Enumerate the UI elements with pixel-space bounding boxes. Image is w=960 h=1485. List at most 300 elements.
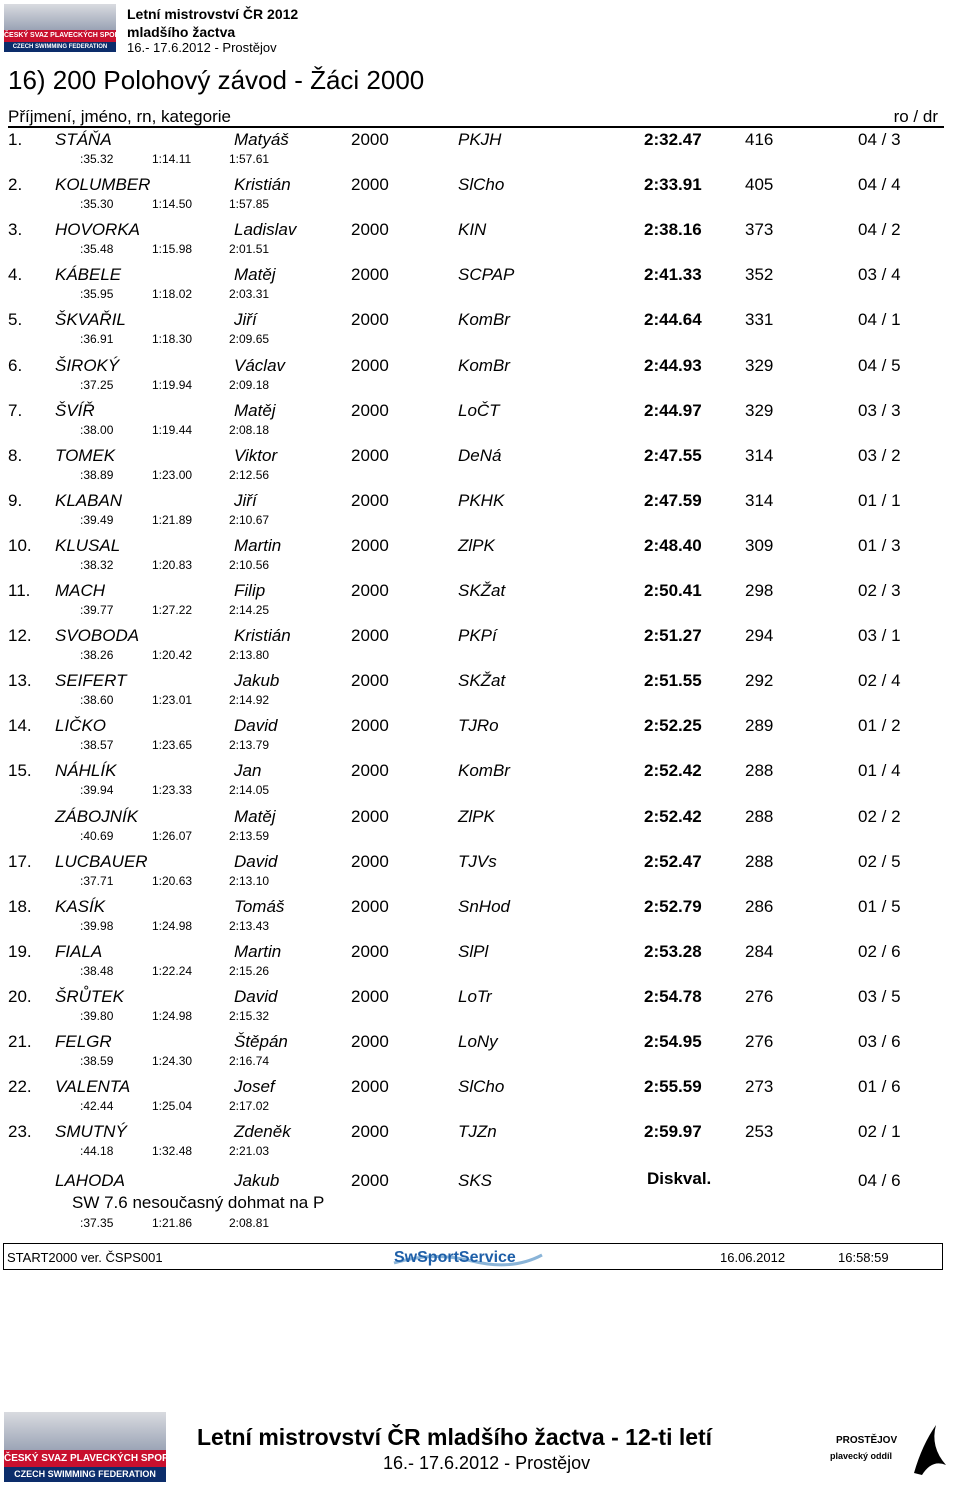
split-50: :35.30 [80,197,114,212]
position: 17. [8,851,32,871]
swimmer-firstname: Jiří [234,490,257,510]
club: SKŽat [458,581,506,600]
swimmer-surname: FELGR [55,1032,112,1051]
split-100: 1:20.63 [152,873,193,888]
split-50: :42.44 [80,1099,114,1114]
split-150: 2:12.56 [229,467,270,482]
swimmer-firstname: Matěj [234,400,276,420]
birth-year: 2000 [351,355,389,375]
birth-year: 2000 [351,581,389,600]
heat-lane: 04 / 2 [858,220,901,240]
final-time: 2:50.41 [644,581,702,600]
dq-reason: SW 7.6 nesoučasný dohmat na P [72,1193,325,1212]
result-row [0,1121,960,1166]
swimmer-firstname: Martin [234,941,282,961]
club: PKPí [458,626,497,646]
fina-points: 405 [745,175,774,195]
fina-points: 284 [745,941,774,961]
result-row [0,400,960,445]
position: 2. [8,175,23,195]
swimmer-firstname: Viktor [234,445,278,465]
swimmer-surname: SEIFERT [55,671,127,691]
birth-year: 2000 [351,1032,389,1051]
club: DeNá [458,445,502,465]
print-time: 16:58:59 [838,1250,889,1265]
position: 20. [8,986,32,1006]
final-time: 2:52.42 [644,806,702,826]
split-50: :39.80 [80,1008,114,1023]
fina-points: 329 [745,400,774,420]
position: 10. [8,535,32,555]
swimmer-surname: HOVORKA [55,220,141,240]
heat-lane: 02 / 3 [858,581,901,600]
position: 8. [8,445,23,465]
position: 19. [8,941,32,961]
banner-title: Letní mistrovství ČR mladšího žactva - 12-ti letí [197,1424,713,1450]
fina-points: 288 [745,806,774,826]
split-150: 2:15.32 [229,1008,270,1023]
swimmer-firstname: David [234,986,278,1006]
split-150: 2:14.25 [229,603,270,617]
swimmer-firstname: Martin [234,535,282,555]
result-row [0,941,960,986]
swimmer-firstname: Filip [234,581,266,600]
federation-logo-bottom-text-en: CZECH SWIMMING FEDERATION [4,1467,166,1482]
split-50: :38.59 [80,1054,114,1068]
swimmer-firstname: David [234,851,278,871]
result-row [0,580,960,625]
split-150: 2:15.26 [229,963,270,978]
swimmer-surname: LAHODA [55,1171,125,1190]
championship-date: 16.- 17.6.2012 - Prostějov [127,40,277,55]
federation-logo-bottom-text: ČESKÝ SVAZ PLAVECKÝCH SPORTŮ [4,1450,166,1467]
swimmer-surname: SMUTNÝ [55,1122,127,1142]
federation-logo-text-en: CZECH SWIMMING FEDERATION [4,42,116,52]
result-row [0,670,960,715]
birth-year: 2000 [351,265,389,285]
final-time: 2:55.59 [644,1077,702,1097]
result-row [0,264,960,309]
split-150: 1:57.85 [229,197,270,212]
club: SlCho [458,1077,505,1097]
heat-lane: 02 / 1 [858,1122,901,1142]
club: LoČT [458,400,500,420]
swimmer-firstname: Kristián [234,175,291,195]
swimmer-firstname: Štěpán [234,1032,288,1051]
split-100: 1:18.02 [152,287,193,302]
split-150: 2:13.43 [229,918,270,933]
split-150: 2:13.59 [229,828,270,843]
swimmer-surname: KÁBELE [55,265,122,285]
prostejov-logo-sub: plavecký oddíl [830,1451,893,1461]
result-row [0,715,960,760]
split-50: :40.69 [80,828,114,843]
final-time: 2:47.59 [644,490,702,510]
club: PKHK [458,490,505,510]
final-time: 2:38.16 [644,220,702,240]
split-150: 1:57.61 [229,152,270,166]
swimmer-surname: NÁHLÍK [55,761,117,781]
split-50: :35.48 [80,242,114,257]
position: 11. [8,581,31,600]
split-50: :39.49 [80,512,114,527]
heat-lane: 02 / 2 [858,806,901,826]
split-100: 1:23.00 [152,467,193,482]
swimmer-firstname: Jakub [234,671,280,691]
split-50: :39.98 [80,918,114,933]
split-50: :35.32 [80,152,114,166]
final-time: 2:32.47 [644,130,702,149]
heat-lane: 04 / 4 [858,175,901,195]
split-100: 1:21.89 [152,512,193,527]
swimmer-surname: LIČKO [55,716,107,736]
split-50: :44.18 [80,1144,114,1159]
birth-year: 2000 [351,1077,389,1097]
heat-lane: 02 / 4 [858,671,901,691]
footer-bar [3,1243,943,1270]
position: 12. [8,626,32,646]
championship-title: Letní mistrovství ČR 2012 [127,6,299,22]
club: PKJH [458,130,502,149]
club: ZlPK [458,806,495,826]
birth-year: 2000 [351,716,389,736]
split-50: :38.26 [80,648,114,663]
result-row [0,625,960,670]
club: KomBr [458,310,510,330]
fina-points: 273 [745,1077,774,1097]
split-150: 2:21.03 [229,1144,270,1159]
fina-points: 276 [745,1032,774,1051]
split-100: 1:20.83 [152,557,193,572]
swimmer-firstname: Kristián [234,626,291,646]
club: LoNy [458,1032,498,1051]
heat-lane: 01 / 2 [858,716,901,736]
final-time: 2:59.97 [644,1122,702,1142]
split-150: 2:14.05 [229,783,270,798]
swimmer-surname: LUCBAUER [55,851,148,871]
split-150: 2:13.79 [229,738,270,753]
split-50: :37.25 [80,377,114,392]
club: SKŽat [458,671,506,691]
result-row [0,355,960,400]
result-row [0,129,960,174]
prostejov-logo-name: PROSTĚJOV [836,1435,898,1446]
final-time: 2:48.40 [644,535,702,555]
split-100: 1:15.98 [152,242,193,257]
birth-year: 2000 [351,986,389,1006]
swimmer-surname: ZÁBOJNÍK [55,806,139,826]
final-time: 2:54.78 [644,986,702,1006]
club: LoTr [458,986,492,1006]
split-100: 1:32.48 [152,1144,193,1159]
split-150: 2:10.56 [229,557,270,572]
split-150: 2:08.81 [229,1216,270,1230]
club: SlCho [458,175,505,195]
split-50: :37.71 [80,873,114,888]
split-150: 2:10.67 [229,512,270,527]
final-time: 2:44.93 [644,355,702,375]
split-50: :39.94 [80,783,114,798]
heat-lane: 01 / 3 [858,535,901,555]
result-row [0,309,960,354]
position: 6. [8,355,23,375]
result-row [0,1076,960,1121]
event-title: 16) 200 Polohový závod - Žáci 2000 [8,65,425,95]
fina-points: 314 [745,445,774,465]
final-time: 2:52.42 [644,761,702,781]
fina-points: 288 [745,761,774,781]
software-version: START2000 ver. ČSPS001 [7,1250,163,1265]
swimmer-surname: KLUSAL [55,535,121,555]
final-time: 2:44.64 [644,310,702,330]
split-100: 1:26.07 [152,828,193,843]
heat-lane: 02 / 6 [858,941,901,961]
position: 9. [8,490,23,510]
result-row [0,1031,960,1076]
split-50: :38.48 [80,963,114,978]
swimmer-surname: KLABAN [55,490,123,510]
split-50: :38.32 [80,557,114,572]
split-150: 2:17.02 [229,1099,270,1114]
position: 13. [8,671,32,691]
position: 7. [8,400,23,420]
heat-lane: 04 / 6 [858,1171,901,1190]
position: 4. [8,265,23,285]
final-time: 2:51.27 [644,626,702,646]
swimmer-firstname: David [234,716,278,736]
fina-points: 331 [745,310,774,330]
swsportservice-logo-text: SwSportService [394,1249,516,1266]
birth-year: 2000 [351,851,389,871]
position: 15. [8,761,32,781]
split-100: 1:24.30 [152,1054,193,1068]
split-100: 1:23.65 [152,738,193,753]
club: KomBr [458,761,510,781]
birth-year: 2000 [351,310,389,330]
split-150: 2:14.92 [229,693,270,708]
birth-year: 2000 [351,941,389,961]
result-row [0,760,960,805]
final-time: 2:44.97 [644,400,702,420]
final-time: 2:47.55 [644,445,702,465]
fina-points: 253 [745,1122,774,1142]
column-header-left: Příjmení, jméno, rn, kategorie [8,107,231,126]
split-50: :38.60 [80,693,114,708]
final-time: 2:41.33 [644,265,702,285]
fina-points: 286 [745,896,774,916]
split-100: 1:24.98 [152,918,193,933]
birth-year: 2000 [351,445,389,465]
heat-lane: 03 / 2 [858,445,901,465]
fina-points: 276 [745,986,774,1006]
split-100: 1:27.22 [152,603,193,617]
position: 1. [8,130,23,149]
heat-lane: 01 / 6 [858,1077,901,1097]
club: KomBr [458,355,510,375]
split-50: :36.91 [80,332,114,347]
club: ZlPK [458,535,495,555]
swimmer-firstname: Matěj [234,265,276,285]
swimmer-surname: FIALA [55,941,103,961]
column-header [8,106,944,128]
fina-points: 309 [745,535,774,555]
fina-points: 314 [745,490,774,510]
prostejov-club-logo [826,1415,954,1479]
position: 14. [8,716,32,736]
split-150: 2:09.18 [229,377,270,392]
split-150: 2:08.18 [229,422,270,437]
final-time: 2:53.28 [644,941,702,961]
swimmer-firstname: Jan [234,761,262,781]
final-time: 2:54.95 [644,1032,702,1051]
club: SCPAP [458,265,515,285]
swimmer-firstname: Ladislav [234,220,297,240]
split-100: 1:23.01 [152,693,193,708]
position: 18. [8,896,32,916]
final-time: 2:52.47 [644,851,702,871]
split-100: 1:21.86 [152,1216,193,1230]
fina-points: 288 [745,851,774,871]
split-100: 1:25.04 [152,1099,193,1114]
banner-date: 16.- 17.6.2012 - Prostějov [383,1453,591,1473]
swimmer-surname: ŠRŮTEK [55,986,124,1006]
split-150: 2:13.80 [229,648,270,663]
swimmer-surname: ŠKVAŘIL [55,310,126,330]
split-100: 1:24.98 [152,1008,193,1023]
split-150: 2:09.65 [229,332,270,347]
result-row [0,535,960,580]
club: TJZn [458,1122,497,1142]
swimmer-surname: TOMEK [55,445,116,465]
fina-points: 289 [745,716,774,736]
heat-lane: 03 / 3 [858,400,901,420]
birth-year: 2000 [351,671,389,691]
split-50: :38.57 [80,738,114,753]
birth-year: 2000 [351,761,389,781]
swimmer-firstname: Zdeněk [234,1122,291,1142]
birth-year: 2000 [351,535,389,555]
swimmer-surname: SVOBODA [55,626,140,646]
split-100: 1:14.11 [152,152,192,166]
federation-logo-bottom [4,1412,183,1482]
split-50: :35.95 [80,287,114,302]
column-header-right: ro / dr [893,107,938,126]
fina-points: 416 [745,130,774,149]
result-row [0,490,960,535]
split-100: 1:19.44 [152,422,193,437]
heat-lane: 03 / 6 [858,1032,901,1051]
split-100: 1:22.24 [152,963,193,978]
swimmer-surname: STÁŇA [55,130,112,149]
split-150: 2:13.10 [229,873,270,888]
swimmer-surname: KASÍK [55,896,106,916]
disqualified-row [0,1170,960,1240]
swimmer-firstname: Matyáš [234,130,289,149]
swimmer-firstname: Matěj [234,806,276,826]
result-row [0,445,960,490]
fina-points: 352 [745,265,774,285]
result-row [0,896,960,941]
print-date: 16.06.2012 [720,1250,786,1265]
split-100: 1:18.30 [152,332,193,347]
club: SnHod [458,896,510,916]
heat-lane: 04 / 3 [858,130,901,149]
heat-lane: 03 / 4 [858,265,901,285]
swimmer-surname: ŠIROKÝ [55,355,120,375]
split-150: 2:03.31 [229,287,270,302]
swimmer-firstname: Jakub [234,1171,280,1190]
split-50: :37.35 [80,1216,114,1230]
birth-year: 2000 [351,400,389,420]
heat-lane: 02 / 5 [858,851,901,871]
heat-lane: 04 / 5 [858,355,901,375]
swimmer-firstname: Tomáš [234,896,285,916]
split-50: :38.00 [80,422,114,437]
club: SKS [458,1171,493,1190]
split-100: 1:19.94 [152,377,193,392]
split-50: :38.89 [80,467,114,482]
heat-lane: 04 / 1 [858,310,901,330]
birth-year: 2000 [351,220,389,240]
swsportservice-logo [392,1247,544,1267]
result-row [0,174,960,219]
fina-points: 292 [745,671,774,691]
final-time: 2:52.79 [644,896,702,916]
swimmer-firstname: Josef [234,1077,275,1097]
heat-lane: 03 / 1 [858,626,901,646]
result-row [0,219,960,264]
final-time: 2:33.91 [644,175,702,195]
result-row [0,851,960,896]
split-100: 1:23.33 [152,783,193,798]
split-100: 1:14.50 [152,197,193,212]
split-150: 2:16.74 [229,1054,270,1068]
birth-year: 2000 [351,1171,389,1190]
birth-year: 2000 [351,490,389,510]
swimmer-surname: MACH [55,581,106,600]
swimmer-firstname: Václav [234,355,286,375]
swimmer-surname: ŠVÍŘ [55,400,95,420]
fina-points: 294 [745,626,774,646]
fina-points: 329 [745,355,774,375]
position: 3. [8,220,23,240]
championship-subtitle: mladšího žactva [127,24,236,40]
fina-points: 298 [745,581,774,600]
federation-logo-text: ČESKÝ SVAZ PLAVECKÝCH SPORTŮ [4,30,116,42]
club: SlPl [458,941,489,961]
heat-lane: 01 / 4 [858,761,901,781]
birth-year: 2000 [351,130,389,149]
split-50: :39.77 [80,603,114,617]
club: TJVs [458,851,497,871]
position: 5. [8,310,23,330]
split-100: 1:20.42 [152,648,193,663]
club: TJRo [458,716,499,736]
position: 22. [8,1077,32,1097]
club: KIN [458,220,487,240]
swimmer-surname: KOLUMBER [55,175,151,195]
swimmer-surname: VALENTA [55,1077,131,1097]
birth-year: 2000 [351,806,389,826]
result-row [0,986,960,1031]
heat-lane: 03 / 5 [858,986,901,1006]
birth-year: 2000 [351,626,389,646]
dq-status: Diskval. [647,1169,712,1188]
split-150: 2:01.51 [229,242,270,257]
birth-year: 2000 [351,896,389,916]
federation-logo [4,4,129,52]
result-row [0,806,960,851]
